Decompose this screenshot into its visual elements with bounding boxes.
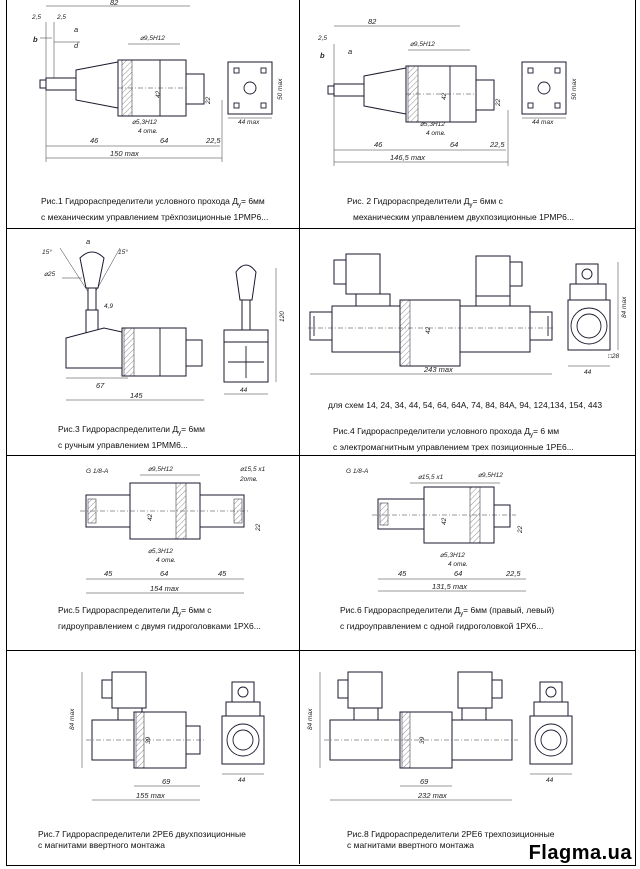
svg-text:44: 44: [584, 369, 592, 376]
fig7-caption: Рис.7 Гидрораспределители 2РЕ6 двухпозиционные с магнитами ввертного монтажа: [38, 829, 246, 850]
svg-text:⌀5,3H12: ⌀5,3H12: [440, 552, 465, 559]
fig6-caption: Рис.6 Гидрораспределители $Д_у= 6мм$ (правый, левый) с гидроуправлением с одной гидроголовкой 1РХ6...: [340, 605, 555, 631]
svg-text:155 max: 155 max: [136, 791, 165, 800]
fig1-drawing: [0, 0, 300, 228]
svg-text:84 max: 84 max: [307, 708, 314, 730]
fig5-caption: Рис.5 Гидрораспределители $Д_у= 6мм$ с гидроуправлением с двумя гидроголовками 1РХ6...: [58, 605, 261, 631]
fig4-drawing: [300, 228, 636, 456]
svg-text:⌀9,5H12: ⌀9,5H12: [410, 41, 435, 48]
svg-text:69: 69: [420, 777, 429, 786]
svg-text:4 отв.: 4 отв.: [448, 561, 468, 568]
svg-text:44: 44: [238, 777, 246, 784]
svg-text:22,5: 22,5: [490, 140, 505, 149]
svg-text:44 max: 44 max: [532, 119, 554, 126]
svg-text:22,5: 22,5: [206, 136, 221, 145]
svg-text:45: 45: [398, 569, 407, 578]
svg-text:42: 42: [441, 92, 448, 100]
svg-text:⌀9,5H12: ⌀9,5H12: [478, 472, 503, 479]
svg-text:46: 46: [90, 136, 99, 145]
fig2-drawing: [300, 0, 620, 228]
svg-text:64: 64: [160, 136, 169, 145]
svg-text:b: b: [320, 51, 325, 60]
svg-text:243 max: 243 max: [424, 365, 453, 374]
svg-text:2,5: 2,5: [318, 35, 328, 42]
fig4-schemes-note: для схем 14, 24, 34, 44, 54, 64, 64А, 74, 84, 84А, 94, 124,134, 154, 443: [328, 400, 603, 410]
svg-text:84 max: 84 max: [69, 708, 76, 730]
svg-text:64: 64: [450, 140, 459, 149]
svg-text:131,5 max: 131,5 max: [432, 582, 468, 591]
svg-text:42: 42: [441, 517, 448, 525]
svg-text:50 max: 50 max: [277, 78, 284, 100]
svg-text:b: b: [33, 35, 38, 44]
fig3-drawing: [0, 228, 300, 456]
watermark: Flagma.ua: [528, 842, 632, 864]
svg-text:⌀15,5 х1: ⌀15,5 х1: [240, 466, 266, 473]
svg-text:69: 69: [162, 777, 171, 786]
svg-text:a: a: [348, 47, 353, 56]
svg-text:67: 67: [96, 381, 105, 390]
svg-text:120: 120: [279, 311, 286, 322]
svg-text:64: 64: [454, 569, 463, 578]
svg-text:64: 64: [160, 569, 169, 578]
svg-text:44 max: 44 max: [238, 119, 260, 126]
fig4-caption: Рис.4 Гидрораспределители условного прохода $Д_у= 6$ мм с электромагнитным управлением трех позиционные 1РЕ6...: [333, 426, 574, 452]
svg-text:15°: 15°: [118, 249, 128, 256]
svg-text:50 max: 50 max: [571, 78, 578, 100]
svg-text:⌀5,3H12: ⌀5,3H12: [132, 119, 157, 126]
svg-text:44: 44: [546, 777, 554, 784]
svg-text:2,5: 2,5: [32, 14, 42, 21]
svg-text:4 отв.: 4 отв.: [156, 557, 176, 564]
svg-text:15°: 15°: [42, 249, 52, 256]
f1-dim-82: 82: [110, 0, 119, 7]
svg-text:22: 22: [517, 525, 524, 533]
svg-text:39: 39: [145, 736, 152, 744]
svg-text:G 1/8-A: G 1/8-A: [346, 468, 369, 475]
svg-text:2,5: 2,5: [57, 14, 67, 21]
svg-text:45: 45: [218, 569, 227, 578]
svg-text:a: a: [74, 25, 79, 34]
fig2-caption: Рис. 2 Гидрораспределители $Д_у= 6мм$ с механическим управлением двухпозиционные 1РМР6...: [347, 196, 574, 222]
svg-text:⌀9,5H12: ⌀9,5H12: [140, 35, 165, 42]
svg-text:39: 39: [419, 736, 426, 744]
svg-text:□28: □28: [608, 353, 620, 360]
svg-text:45: 45: [104, 569, 113, 578]
svg-text:d: d: [74, 41, 79, 50]
svg-text:84 max: 84 max: [621, 296, 628, 318]
fig1-caption: Рис.1 Гидрораспределители условного прохода $Д_у= 6мм$ с механическим управлением трёхпозиционные 1РМР6...: [41, 196, 269, 222]
svg-text:22,5: 22,5: [506, 569, 521, 578]
svg-text:22: 22: [495, 98, 502, 106]
svg-text:⌀5,3H12: ⌀5,3H12: [148, 548, 173, 555]
svg-text:4 отв.: 4 отв.: [426, 130, 446, 137]
svg-text:4 отв.: 4 отв.: [138, 128, 158, 135]
svg-text:145: 145: [130, 391, 143, 400]
svg-text:232 max: 232 max: [418, 791, 447, 800]
svg-text:22: 22: [255, 523, 262, 531]
svg-text:4,9: 4,9: [104, 303, 114, 310]
svg-text:154 max: 154 max: [150, 584, 179, 593]
svg-text:⌀15,5 х1: ⌀15,5 х1: [418, 474, 444, 481]
svg-text:82: 82: [368, 17, 377, 26]
svg-text:42: 42: [425, 326, 432, 334]
svg-text:2отв.: 2отв.: [240, 476, 258, 483]
svg-text:46: 46: [374, 140, 383, 149]
svg-text:44: 44: [240, 387, 248, 394]
svg-text:22: 22: [205, 96, 212, 104]
svg-text:⌀5,3H12: ⌀5,3H12: [420, 121, 445, 128]
fig3-caption: Рис.3 Гидрораспределители $Д_у= 6мм$ с ручным управлением 1РММ6...: [58, 424, 205, 450]
svg-text:150 max: 150 max: [110, 149, 139, 158]
svg-text:42: 42: [155, 90, 162, 98]
svg-text:G 1/8-A: G 1/8-A: [86, 468, 109, 475]
svg-text:⌀25: ⌀25: [44, 271, 56, 278]
svg-text:a: a: [86, 237, 91, 246]
svg-text:42: 42: [147, 513, 154, 521]
svg-text:146,5 max: 146,5 max: [390, 153, 426, 162]
svg-text:⌀9,5H12: ⌀9,5H12: [148, 466, 173, 473]
fig8-caption: Рис.8 Гидрораспределители 2РЕ6 трехпозиционные с магнитами ввертного монтажа: [347, 829, 555, 850]
